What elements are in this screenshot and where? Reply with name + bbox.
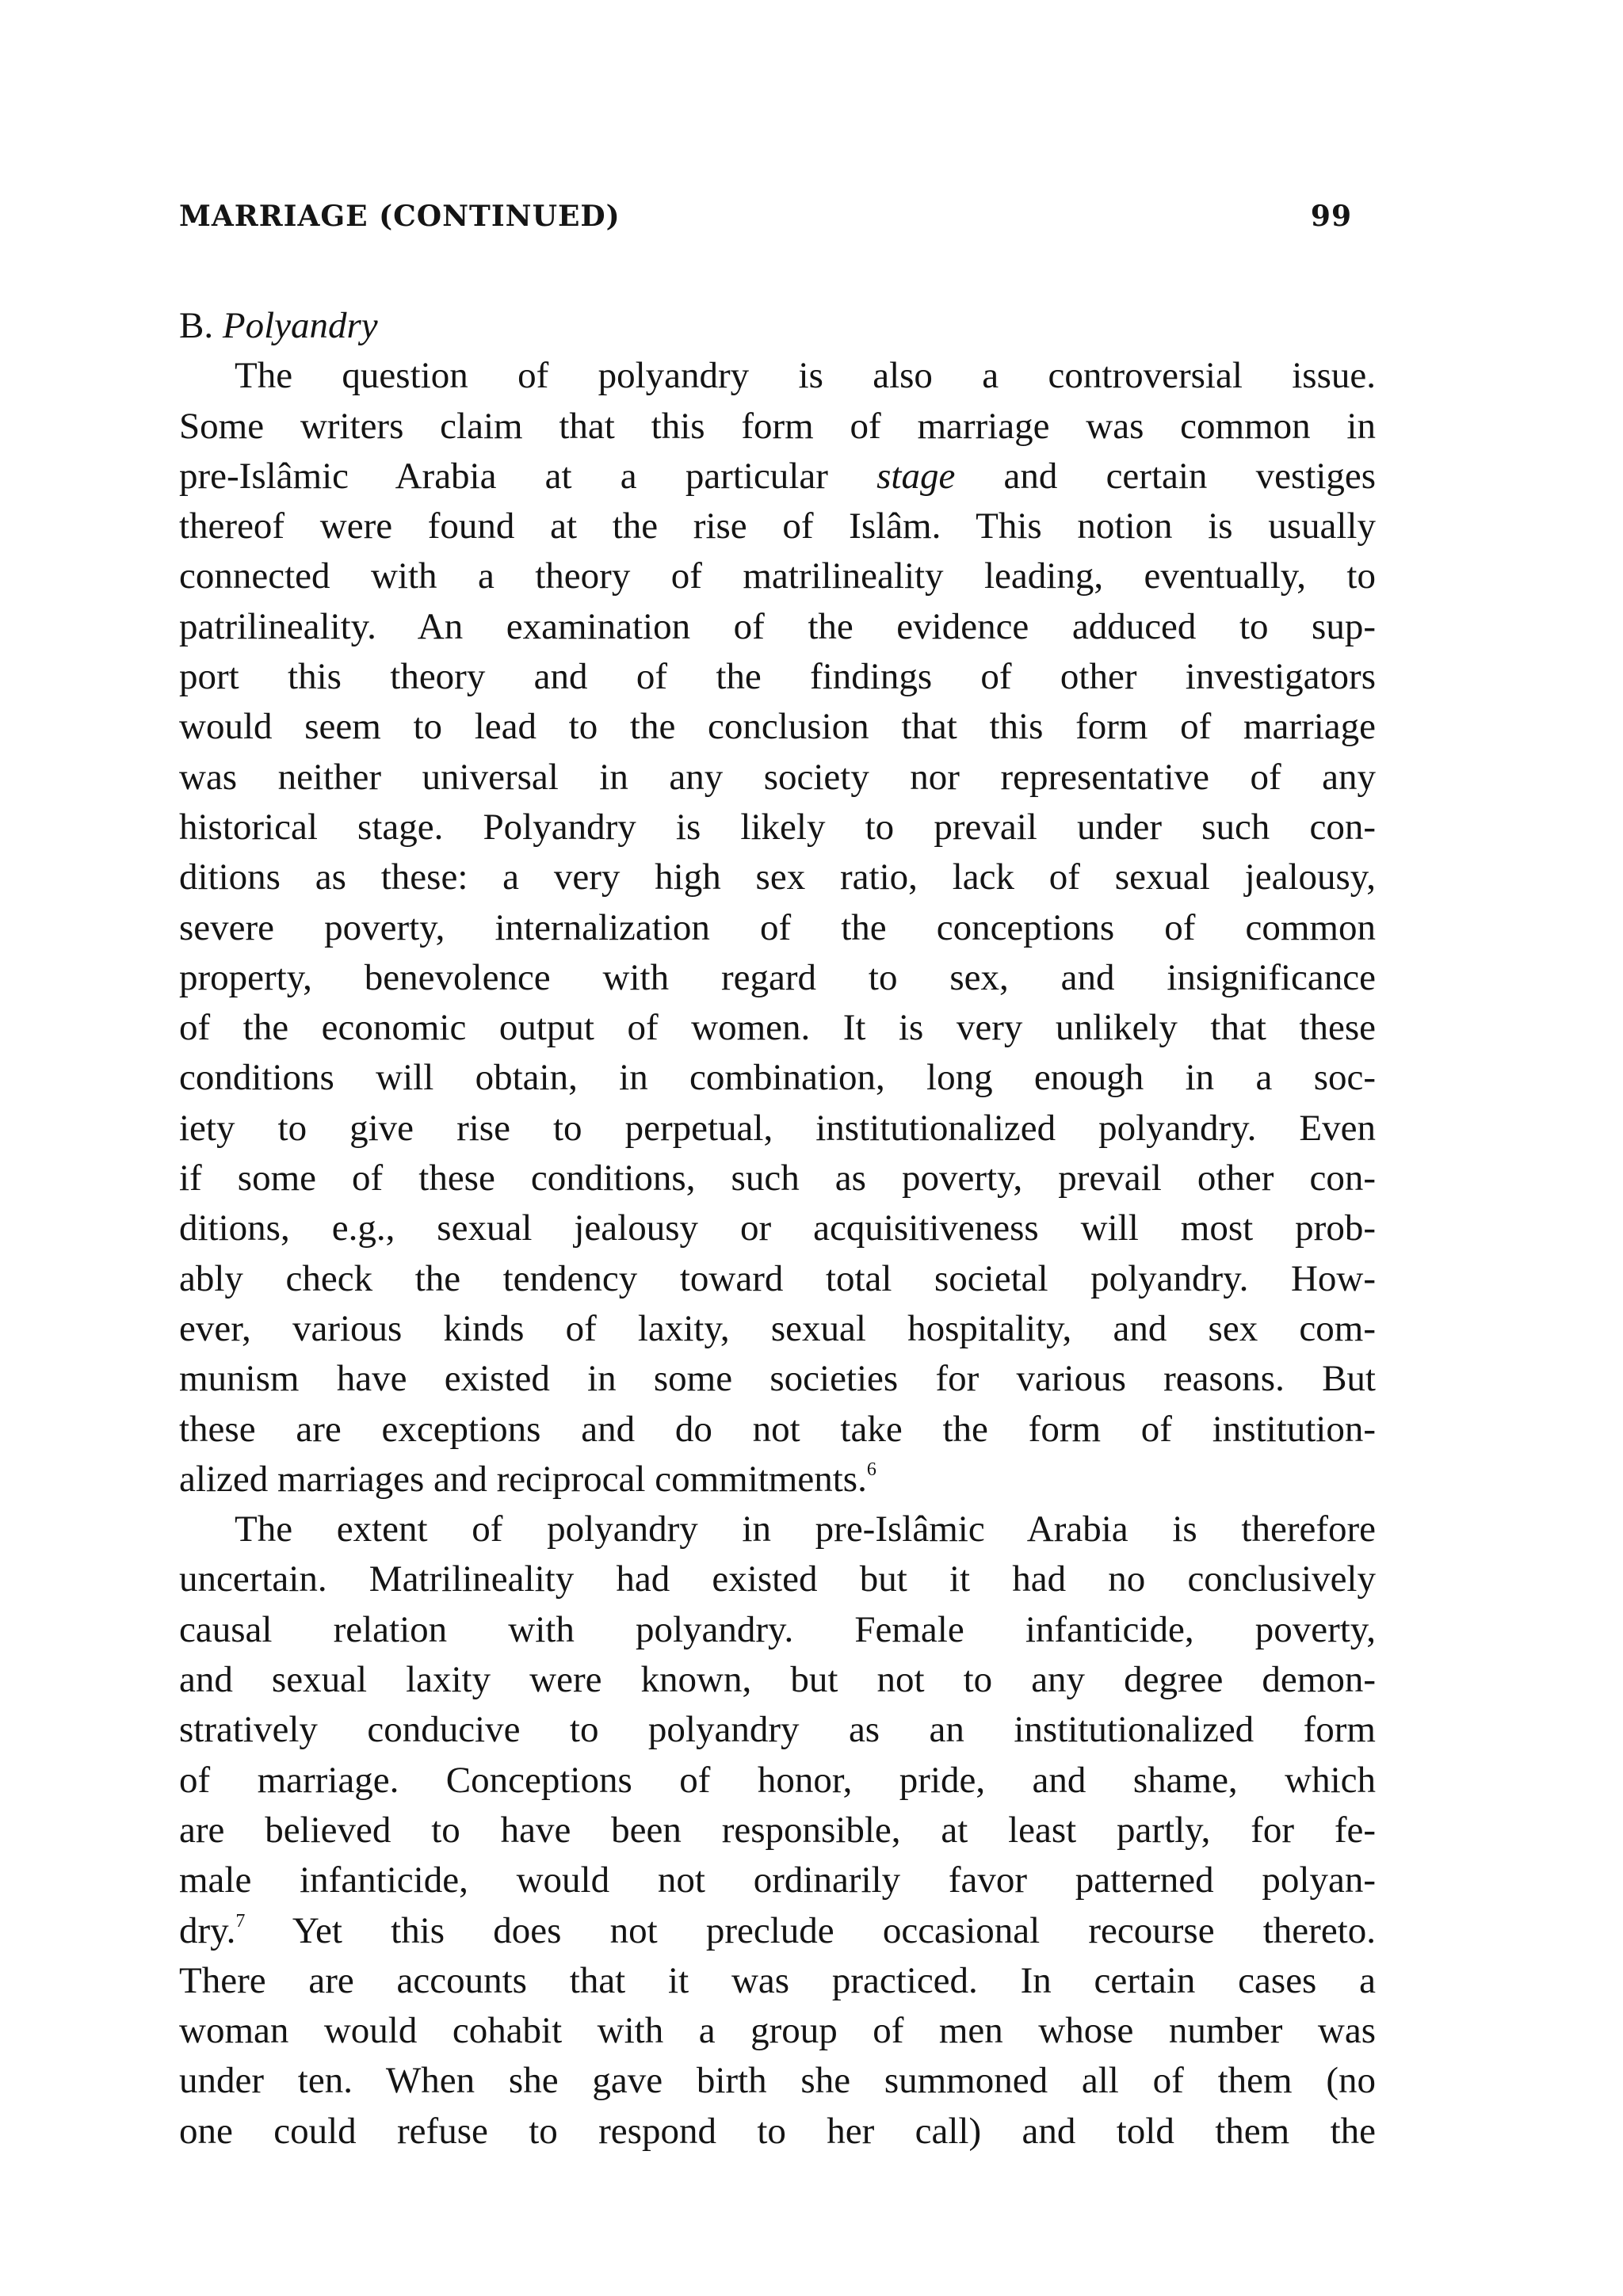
text-line: historical stage. Polyandry is likely to prevail under such con- [179, 806, 1376, 848]
emphasis-stage: stage [876, 455, 956, 497]
text-line: Some writers claim that this form of marriage was common in [179, 405, 1376, 447]
text-segment: and certain vestiges [1003, 455, 1376, 497]
text-line: if some of these conditions, such as poverty, prevail other con- [179, 1158, 1376, 1199]
text-line: severe poverty, internalization of the conceptions of common [179, 906, 1376, 948]
text-line: munism have existed in some societies for various reasons. But [179, 1358, 1376, 1400]
text-line: would seem to lead to the conclusion that this form of marriage [179, 706, 1376, 748]
paragraph-1 [179, 351, 1376, 1505]
text-line: connected with a theory of matrilineality leading, eventually, to [179, 555, 1376, 597]
footnote-reference[interactable]: 7 [235, 1910, 246, 1932]
text-line: ditions, e.g., sexual jealousy or acquisitiveness will most prob- [179, 1207, 1376, 1249]
text-line: one could refuse to respond to her call) and told them the [179, 2110, 1376, 2152]
section-label: B. [179, 305, 214, 346]
running-head-title: MARRIAGE (CONTINUED) [179, 200, 621, 233]
paragraph-2 [179, 1505, 1376, 2157]
text-line: thereof were found at the rise of Islâm. This notion is usually [179, 505, 1376, 547]
text-segment: pre-Islâmic Arabia at a particular [179, 455, 828, 497]
text-line: male infanticide, would not ordinarily favor patterned polyan- [179, 1859, 1376, 1901]
text-segment: Yet this does not preclude occasional recourse thereto. [292, 1909, 1376, 1951]
text-line [179, 1455, 1376, 1505]
text-line: conditions will obtain, in combination, long enough in a soc- [179, 1057, 1376, 1099]
text-line: iety to give rise to perpetual, institutionalized polyandry. Even [179, 1107, 1376, 1149]
text-line: woman would cohabit with a group of men whose number was [179, 2010, 1376, 2052]
text-line: causal relation with polyandry. Female infanticide, poverty, [179, 1608, 1376, 1650]
text-line: The question of polyandry is also a controversial issue. [235, 355, 1376, 397]
section-title: Polyandry [222, 305, 378, 346]
text-line: of the economic output of women. It is very unlikely that these [179, 1007, 1376, 1049]
text-line: ditions as these: a very high sex ratio, lack of sexual jealousy, [179, 856, 1376, 898]
page-number: 99 [1310, 200, 1352, 233]
footnote-reference[interactable]: 6 [866, 1459, 876, 1480]
running-head [179, 200, 1368, 247]
text-line: under ten. When she gave birth she summoned all of them (no [179, 2060, 1376, 2102]
text-line: stratively conducive to polyandry as an institutionalized form [179, 1709, 1376, 1751]
text-line: property, benevolence with regard to sex, and insignificance [179, 956, 1376, 998]
text-line: and sexual laxity were known, but not to any degree demon- [179, 1659, 1376, 1701]
text-line: port this theory and of the findings of other investigators [179, 656, 1376, 698]
text-line: was neither universal in any society nor representative of any [179, 756, 1376, 798]
text-line: ever, various kinds of laxity, sexual hospitality, and sex com- [179, 1307, 1376, 1349]
text-line: There are accounts that it was practiced. In certain cases a [179, 1959, 1376, 2001]
text-line [179, 1906, 1376, 1956]
text-line: these are exceptions and do not take the form of institution- [179, 1408, 1376, 1450]
text-line: uncertain. Matrilineality had existed but it had no conclusively [179, 1558, 1376, 1600]
body-text [179, 301, 1376, 2157]
text-line [179, 452, 1376, 502]
text-line: of marriage. Conceptions of honor, pride, and shame, which [179, 1759, 1376, 1801]
text-segment: dry. [179, 1909, 236, 1951]
text-segment: alized marriages and reciprocal commitments. [179, 1458, 867, 1500]
text-line: are believed to have been responsible, at least partly, for fe- [179, 1809, 1376, 1851]
section-heading [179, 301, 1376, 351]
text-line: The extent of polyandry in pre-Islâmic Arabia is therefore [235, 1508, 1376, 1550]
text-line: patrilineality. An examination of the evidence adduced to sup- [179, 605, 1376, 647]
text-line: ably check the tendency toward total societal polyandry. How- [179, 1257, 1376, 1299]
